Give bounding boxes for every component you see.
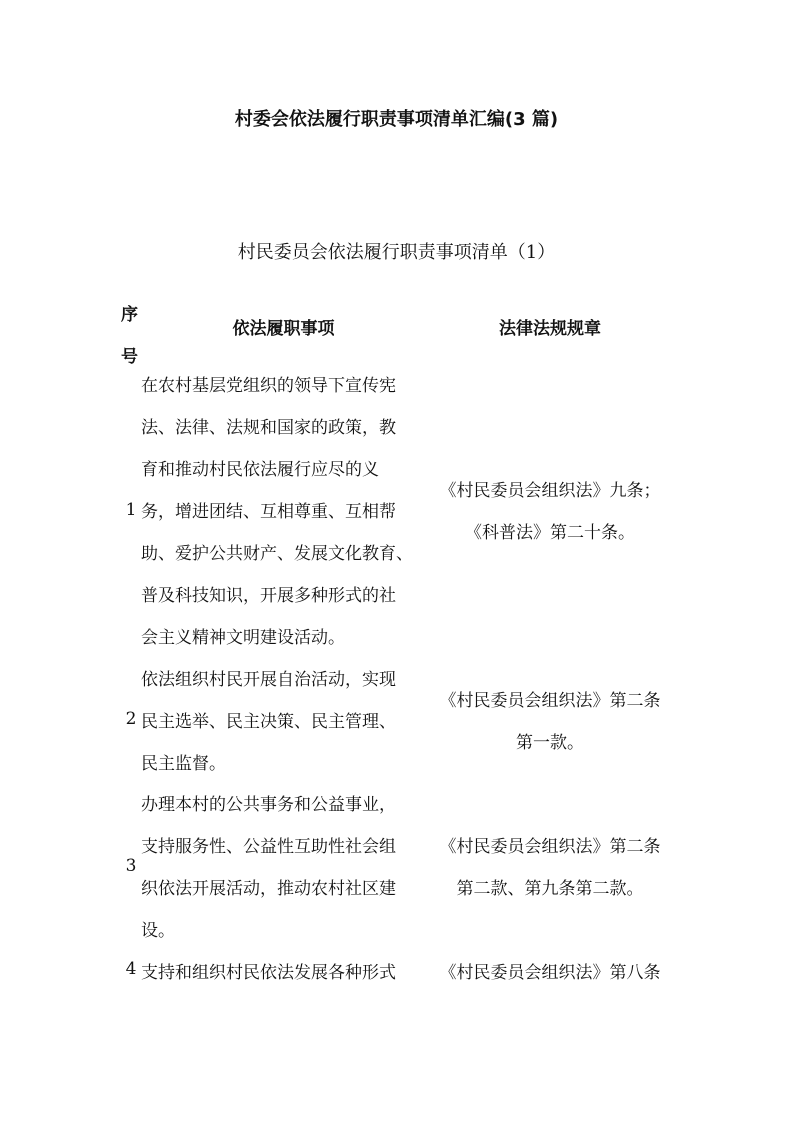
header-law: 法律法规规章 bbox=[499, 319, 601, 339]
list-subtitle: 村民委员会依法履行职责事项清单（1） bbox=[237, 242, 556, 263]
row-item-line: 支持服务性、公益性互助性社会组 bbox=[141, 837, 396, 857]
row-item bbox=[141, 784, 425, 952]
row-law-line: 《村民委员会组织法》第二条 bbox=[439, 837, 661, 857]
row-seq: 1 bbox=[125, 500, 137, 520]
row-item-line: 在农村基层党组织的领导下宣传宪 bbox=[141, 376, 396, 396]
row-seq: 2 bbox=[125, 709, 137, 729]
row-law bbox=[425, 680, 675, 764]
row-item bbox=[141, 952, 425, 994]
row-item-line: 依法组织村民开展自治活动，实现 bbox=[141, 670, 396, 690]
row-law-line: 《村民委员会组织法》第八条 bbox=[439, 963, 661, 983]
row-item-line: 设。 bbox=[141, 921, 175, 941]
row-law-line: 第二款、第九条第二款。 bbox=[456, 879, 644, 899]
row-seq: 3 bbox=[125, 856, 137, 876]
row-law-line: 《科普法》第二十条。 bbox=[465, 523, 635, 543]
header-item: 依法履职事项 bbox=[232, 319, 335, 339]
row-item bbox=[141, 365, 425, 659]
row-item-line: 助、爱护公共财产、发展文化教育、 bbox=[141, 544, 413, 564]
row-item-line: 普及科技知识，开展多种形式的社 bbox=[141, 586, 396, 606]
row-item-line: 支持和组织村民依法发展各种形式 bbox=[141, 963, 396, 983]
row-item-line: 法、法律、法规和国家的政策，教 bbox=[141, 418, 396, 438]
row-item bbox=[141, 659, 425, 785]
header-seq-line-2: 号 bbox=[121, 347, 138, 367]
row-law-line: 《村民委员会组织法》第二条 bbox=[439, 691, 661, 711]
document-title: 村委会依法履行职责事项清单汇编(3 篇) bbox=[234, 109, 559, 130]
row-item-line: 民主选举、民主决策、民主管理、 bbox=[141, 712, 396, 732]
header-seq-line-1: 序 bbox=[121, 305, 138, 325]
row-law bbox=[425, 826, 675, 910]
row-item-line: 育和推动村民依法履行应尽的义 bbox=[141, 460, 379, 480]
header-seq bbox=[121, 294, 141, 378]
row-law-line: 《村民委员会组织法》九条； bbox=[439, 481, 661, 501]
row-law-line: 第一款。 bbox=[516, 733, 584, 753]
row-item-line: 办理本村的公共事务和公益事业， bbox=[141, 795, 396, 815]
row-law bbox=[425, 470, 675, 554]
row-item-line: 务，增进团结、互相尊重、互相帮 bbox=[141, 502, 396, 522]
row-seq: 4 bbox=[125, 959, 137, 979]
row-item-line: 织依法开展活动，推动农村社区建 bbox=[141, 879, 396, 899]
row-item-line: 会主义精神文明建设活动。 bbox=[141, 628, 345, 648]
row-item-line: 民主监督。 bbox=[141, 754, 226, 774]
row-law bbox=[425, 952, 675, 994]
